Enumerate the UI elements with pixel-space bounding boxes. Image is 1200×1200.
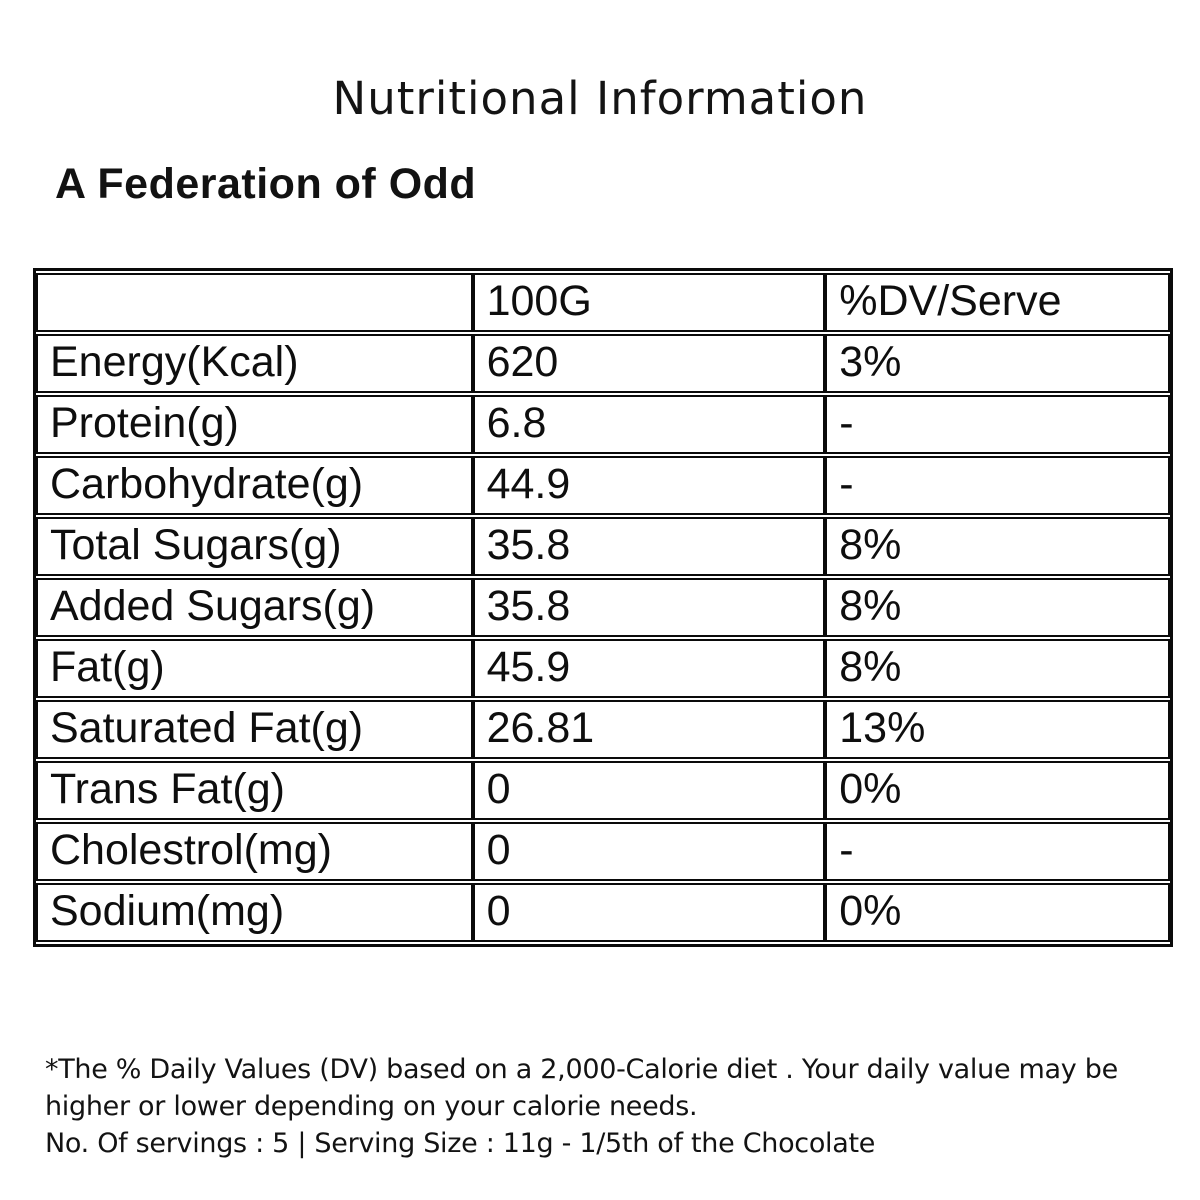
nutrient-name-cell: Fat(g) <box>36 639 473 698</box>
table-row <box>36 395 1170 454</box>
nutrient-name-cell: Energy(Kcal) <box>36 334 473 393</box>
dv-cell: 13% <box>825 700 1170 759</box>
amount-cell: 26.81 <box>473 700 826 759</box>
dv-cell: 8% <box>825 578 1170 637</box>
nutrient-name-cell: Carbohydrate(g) <box>36 456 473 515</box>
amount-cell: 45.9 <box>473 639 826 698</box>
table-row <box>36 578 1170 637</box>
table-header-row <box>36 273 1170 332</box>
table-row <box>36 334 1170 393</box>
daily-value-note-line-2: higher or lower depending on your calorie needs. <box>45 1091 698 1122</box>
nutrient-name-cell: Total Sugars(g) <box>36 517 473 576</box>
table-row <box>36 517 1170 576</box>
nutrient-name-cell: Protein(g) <box>36 395 473 454</box>
amount-cell: 6.8 <box>473 395 826 454</box>
table-row <box>36 883 1170 942</box>
dv-cell: 0% <box>825 883 1170 942</box>
amount-cell: 35.8 <box>473 517 826 576</box>
amount-cell: 0 <box>473 761 826 820</box>
daily-value-note-line-1: *The % Daily Values (DV) based on a 2,000-Calorie diet . Your daily value may be <box>45 1054 1118 1085</box>
header-dv-per-serve: %DV/Serve <box>825 273 1170 332</box>
dv-cell: 8% <box>825 517 1170 576</box>
nutrient-name-cell: Sodium(mg) <box>36 883 473 942</box>
nutrition-table <box>33 268 1173 947</box>
amount-cell: 620 <box>473 334 826 393</box>
servings-note: No. Of servings : 5 | Serving Size : 11g - 1/5th of the Chocolate <box>45 1128 876 1159</box>
dv-cell: - <box>825 822 1170 881</box>
table-row <box>36 639 1170 698</box>
amount-cell: 44.9 <box>473 456 826 515</box>
amount-cell: 0 <box>473 822 826 881</box>
footnotes <box>45 1051 1175 1162</box>
nutrient-name-cell: Trans Fat(g) <box>36 761 473 820</box>
amount-cell: 0 <box>473 883 826 942</box>
table-row <box>36 456 1170 515</box>
product-name: A Federation of Odd <box>55 160 477 208</box>
header-empty-cell <box>36 273 473 332</box>
dv-cell: - <box>825 395 1170 454</box>
dv-cell: 0% <box>825 761 1170 820</box>
page-title: Nutritional Information <box>332 72 868 125</box>
nutrient-name-cell: Saturated Fat(g) <box>36 700 473 759</box>
dv-cell: 8% <box>825 639 1170 698</box>
nutrient-name-cell: Cholestrol(mg) <box>36 822 473 881</box>
table-row <box>36 822 1170 881</box>
table-row <box>36 761 1170 820</box>
nutrient-name-cell: Added Sugars(g) <box>36 578 473 637</box>
dv-cell: 3% <box>825 334 1170 393</box>
dv-cell: - <box>825 456 1170 515</box>
table-row <box>36 700 1170 759</box>
amount-cell: 35.8 <box>473 578 826 637</box>
header-per-100g: 100G <box>473 273 826 332</box>
